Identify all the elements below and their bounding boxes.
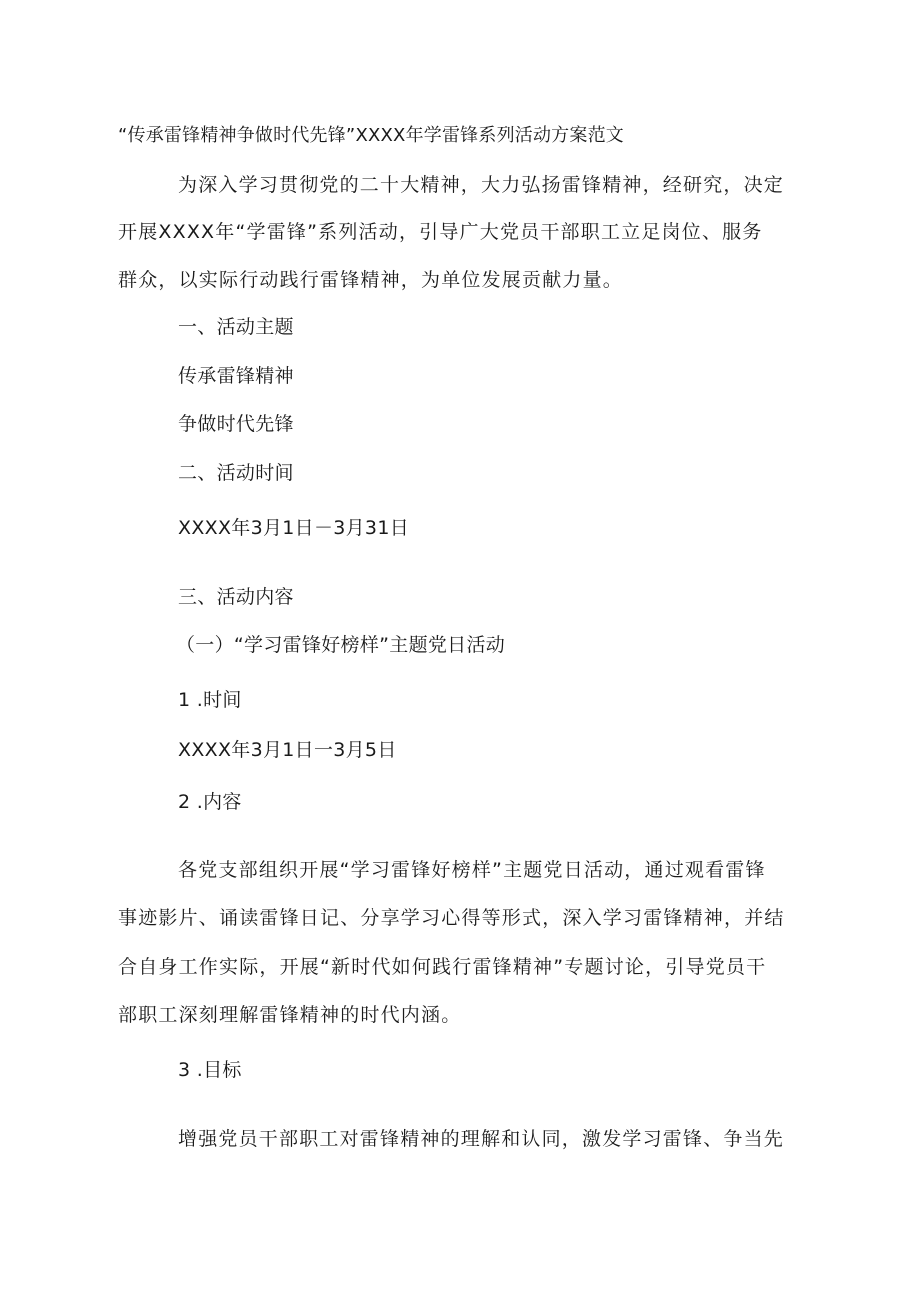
content-line-4: 部职工深刻理解雷锋精神的时代内涵。 [118,1004,462,1026]
goal-line-1: 增强党员干部职工对雷锋精神的理解和认同，激发学习雷锋、争当先 [178,1128,785,1150]
item-2-label: 2 .内容 [178,791,242,813]
section-2-heading: 二、活动时间 [178,462,294,484]
item-1-value: XXXX年3月1日一3月5日 [178,739,397,761]
intro-line-2: 开展XXXX年“学雷锋”系列活动，引导广大党员干部职工立足岗位、服务 [118,221,763,243]
activity-period: XXXX年3月1日－3月31日 [178,517,410,539]
content-line-3: 合自身工作实际，开展“新时代如何践行雷锋精神”专题讨论，引导党员干 [118,956,767,978]
intro-line-3: 群众，以实际行动践行雷锋精神，为单位发展贡献力量。 [118,269,624,291]
content-line-1: 各党支部组织开展“学习雷锋好榜样”主题党日活动，通过观看雷锋 [178,859,766,881]
theme-line-2: 争做时代先锋 [178,413,294,435]
section-1-heading: 一、活动主题 [178,316,294,338]
item-1-label: 1 .时间 [178,689,242,711]
content-line-2: 事迹影片、诵读雷锋日记、分享学习心得等形式，深入学习雷锋精神，并结 [118,907,785,929]
item-3-label: 3 .目标 [178,1059,242,1081]
theme-line-1: 传承雷锋精神 [178,365,294,387]
section-3-heading: 三、活动内容 [178,586,294,608]
document-title: “传承雷锋精神争做时代先锋”XXXX年学雷锋系列活动方案范文 [118,125,624,146]
subsection-1-heading: （一）“学习雷锋好榜样”主题党日活动 [176,634,506,656]
intro-line-1: 为深入学习贯彻党的二十大精神，大力弘扬雷锋精神，经研究，决定 [178,174,785,196]
